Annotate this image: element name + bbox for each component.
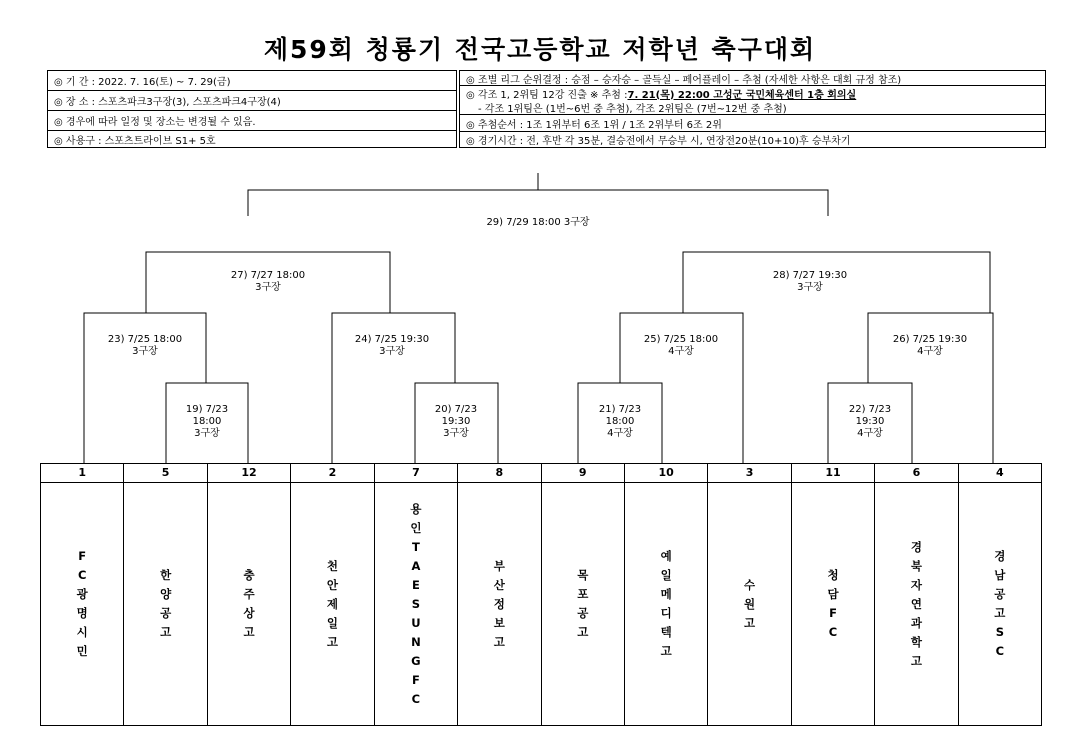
team-name-char: C [995, 644, 1005, 658]
team-column [792, 464, 875, 725]
team-name-char: 민 [76, 644, 88, 658]
team-name-char: 일 [660, 568, 672, 582]
info-ranking-rule: ◎ 조별 리그 순위결정 : 승점 – 승자승 – 골득실 – 페어플레이 – 추첨 (자세한 사항은 대회 규정 참조) [460, 71, 1045, 86]
team-name-char: 남 [994, 568, 1006, 582]
match-29-line [248, 190, 828, 216]
team-seed: 3 [708, 464, 790, 483]
info-notice: ◎ 경우에 따라 일정 및 장소는 변경될 수 있음. [48, 111, 456, 131]
team-name-char: 고 [160, 625, 172, 639]
team-seed: 10 [625, 464, 707, 483]
team-name-char: F [78, 549, 87, 563]
team-name-char: 포 [577, 587, 589, 601]
team-seed: 4 [959, 464, 1041, 483]
team-name-char: 경 [910, 539, 922, 554]
team-column [625, 464, 708, 725]
team-name-char: 용 [410, 501, 422, 516]
team-name-char: 양 [160, 587, 172, 601]
team-name-char: 원 [744, 596, 756, 611]
team-seed: 6 [875, 464, 957, 483]
team-column [291, 464, 374, 725]
page-title: 제59회 청룡기 전국고등학교 저학년 축구대회 [263, 35, 817, 64]
team-name-char: 자 [910, 577, 922, 592]
team-name-char: 북 [910, 558, 922, 573]
team-name-char: 학 [910, 634, 922, 649]
team-name [458, 483, 540, 725]
match-21-label: 21) 7/23 18:00 4구장 [598, 404, 642, 439]
team-name-char: 제 [326, 596, 339, 611]
team-name-char: 충 [243, 568, 255, 582]
team-name-char: 한 [160, 568, 172, 582]
team-column [375, 464, 458, 725]
teams-table [40, 463, 1042, 726]
team-seed: 8 [458, 464, 540, 483]
match-24-label: 24) 7/25 19:30 3구장 [354, 334, 430, 357]
team-name-char: 담 [827, 587, 839, 601]
team-seed: 7 [375, 464, 457, 483]
team-name-char: S [995, 625, 1004, 639]
team-name-char: 고 [326, 634, 339, 649]
team-name [291, 483, 373, 725]
team-name-char: 광 [76, 587, 88, 601]
team-name-char: C [828, 625, 838, 639]
team-name-char: 과 [910, 615, 922, 630]
match-26-label: 26) 7/25 19:30 4구장 [892, 334, 968, 357]
team-name-char: U [411, 615, 421, 630]
team-name-char: 경 [994, 549, 1006, 563]
team-name [375, 483, 457, 725]
match-23-label: 23) 7/25 18:00 3구장 [107, 334, 183, 357]
team-name-char: 고 [243, 625, 255, 639]
team-name-char: 공 [994, 587, 1006, 601]
team-name-char: 상 [243, 606, 255, 620]
team-name-char: 인 [410, 520, 422, 535]
team-name-char: 텍 [660, 625, 672, 639]
team-name-char: 청 [827, 568, 839, 582]
team-name-char: N [411, 634, 421, 649]
team-name-char: C [411, 691, 421, 706]
team-name [124, 483, 206, 725]
team-name-char: S [411, 596, 421, 611]
team-seed: 11 [792, 464, 874, 483]
team-seed: 2 [291, 464, 373, 483]
team-name-char: 공 [160, 606, 172, 620]
team-name-char: 디 [660, 606, 672, 620]
team-column [124, 464, 207, 725]
team-name-char: C [77, 568, 87, 582]
team-name-char: 시 [76, 625, 88, 639]
team-name-char: 연 [910, 596, 922, 611]
info-draw-rule: - 각조 1위팀은 (1번~6번 중 추첨), 각조 2위팀은 (7번~12번 중 추첨) [460, 100, 1045, 115]
team-name-char: 공 [577, 606, 589, 620]
info-draw-detail: 7. 21(목) 22:00 고성군 국민체육센터 1층 회의실 [627, 89, 857, 100]
team-name-char: 산 [493, 577, 505, 592]
match-28-label: 28) 7/27 19:30 3구장 [772, 270, 848, 293]
team-name-char: 정 [493, 596, 505, 611]
team-name-char: 고 [744, 615, 756, 630]
team-column [542, 464, 625, 725]
match-20-label: 20) 7/23 19:30 3구장 [434, 404, 478, 439]
team-seed: 12 [208, 464, 290, 483]
info-period: ◎ 기 간 : 2022. 7. 16(토) ~ 7. 29(금) [48, 71, 456, 91]
team-name [208, 483, 290, 725]
team-name-char: A [411, 558, 421, 573]
team-name-char: E [411, 577, 420, 592]
team-column [959, 464, 1041, 725]
team-seed: 1 [41, 464, 123, 483]
team-name-char: 고 [910, 653, 922, 668]
info-match-time: ◎ 경기시간 : 전, 후반 각 35분, 결승전에서 무승부 시, 연장전20분(10+10)후 승부차기 [466, 136, 851, 147]
team-name [625, 483, 707, 725]
match-22-label: 22) 7/23 19:30 4구장 [848, 404, 892, 439]
team-name [708, 483, 790, 725]
team-name-char: G [411, 653, 421, 668]
info-venue: ◎ 장 소 : 스포츠파크3구장(3), 스포츠파크4구장(4) [48, 91, 456, 111]
team-name-char: 고 [660, 644, 672, 658]
match-29-label: 29) 7/29 18:00 3구장 [486, 217, 590, 228]
team-name [875, 483, 957, 725]
match-19-label: 19) 7/23 18:00 3구장 [185, 404, 229, 439]
team-name-char: 고 [577, 625, 589, 639]
team-name-char: 일 [326, 615, 339, 630]
team-seed: 5 [124, 464, 206, 483]
info-ball: ◎ 사용구 : 스포츠트라이브 S1+ 5호 [54, 135, 216, 147]
team-column [458, 464, 541, 725]
team-column [208, 464, 291, 725]
team-name-char: F [829, 606, 837, 620]
team-name-char: 고 [493, 634, 505, 649]
team-column [41, 464, 124, 725]
team-name-char: 안 [326, 577, 339, 592]
match-27-label: 27) 7/27 18:00 3구장 [230, 270, 306, 293]
team-name-char: F [411, 672, 420, 687]
team-seed: 9 [542, 464, 624, 483]
info-draw-order: ◎ 추첨순서 : 1조 1위부터 6조 1위 / 1조 2위부터 6조 2위 [460, 115, 1045, 132]
team-name-char: 주 [243, 587, 255, 601]
team-name [41, 483, 123, 725]
team-name-char: 명 [76, 606, 88, 620]
team-name-char: 목 [577, 568, 589, 582]
team-name [792, 483, 874, 725]
team-name-char: 천 [326, 558, 339, 573]
info-draw-prefix: ◎ 각조 1, 2위팀 12강 진출 ※ 추첨 : [466, 89, 628, 100]
team-column [875, 464, 958, 725]
team-name-char: T [411, 539, 420, 554]
team-name-char: 메 [660, 587, 672, 601]
team-column [708, 464, 791, 725]
match-25-label: 25) 7/25 18:00 4구장 [643, 334, 719, 357]
team-name-char: 수 [744, 577, 756, 592]
team-name-char: 고 [994, 606, 1006, 620]
team-name [959, 483, 1041, 725]
team-name-char: 예 [660, 549, 672, 563]
team-name-char: 부 [493, 558, 505, 573]
team-name-char: 보 [493, 615, 505, 630]
team-name [542, 483, 624, 725]
